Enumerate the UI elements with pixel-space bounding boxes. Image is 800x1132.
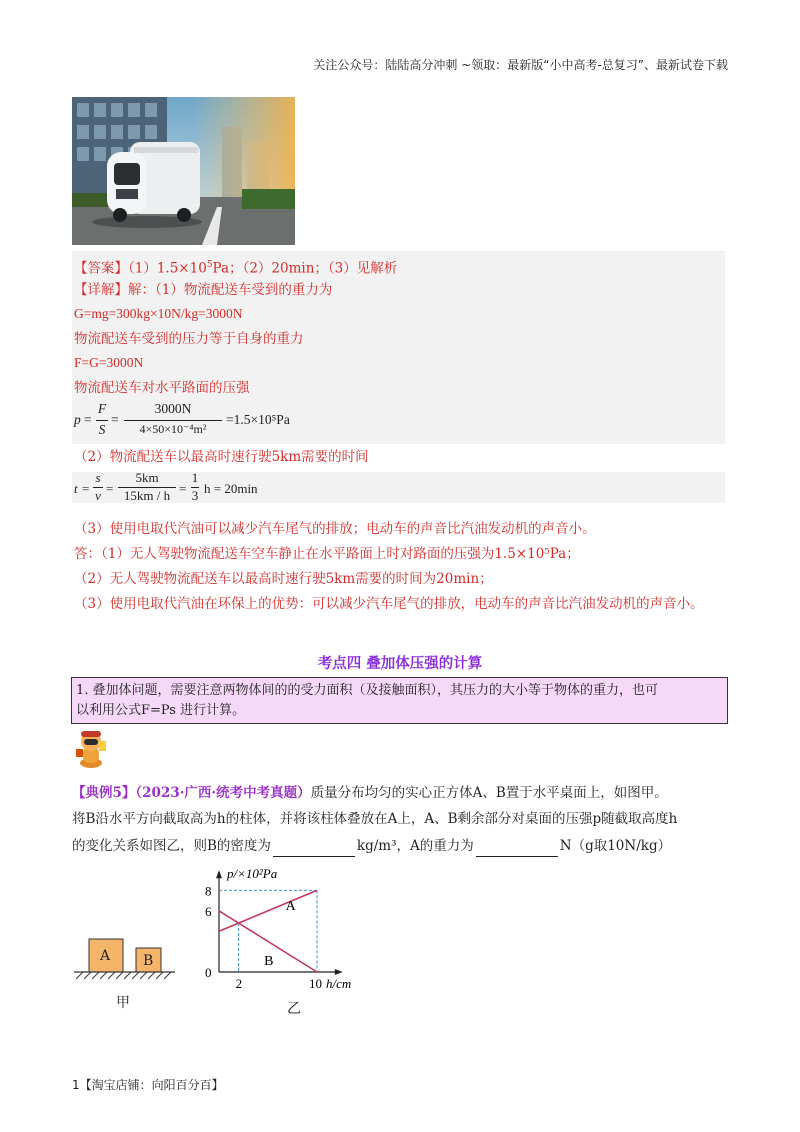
example-line-2: 将B沿水平方向截取高为h的柱体，并将该柱体叠放在A上，A、B剩余部分对桌面的压强p随截取高度h [72,811,678,827]
conclusion-3: （3）使用电取代汽油在环保上的优势：可以减少汽车尾气的排放，电动车的声音比汽油发动机的声音小。 [74,596,704,612]
section-title: 考点四 叠加体压强的计算 [317,655,483,672]
series-label-b: B [264,953,274,969]
figure-jia [72,935,187,1015]
y-tick-6: 6 [205,903,212,919]
x-axis-arrow [335,969,343,975]
footer-shop: 1【淘宝店铺：向阳百分百】 [72,1078,224,1092]
delivery-vehicle-photo [72,97,295,245]
answer-summary: 【答案】$(1)1.5\times 10^5Pa$；（2）20min；（3）见解析 [74,260,398,277]
figure-yi-caption: 乙 [287,1001,301,1017]
part3-text: （3）使用电取代汽油可以减少汽车尾气的排放；电动车的声音比汽油发动机的声音小。 [74,521,596,537]
conclusion-1: 答：（1）无人驾驶物流配送车空车静止在水平路面上时对路面的压强为1.5×10⁵Pa； [74,546,580,562]
header-note: 关注公众号：陆陆高分冲刺 ~领取：最新版“小中高考-总复习”、最新试卷下载 [313,58,728,72]
answer-blank-1[interactable] [273,842,355,857]
example-line-1: 【典例5】（2023·广西·统考中考真题）质量分布均匀的实心正方体A、B置于水平桌面上，如图甲。 [72,785,668,801]
y-axis-arrow [216,870,222,878]
mascot-icon [74,727,108,769]
y-tick-8: 8 [205,883,212,899]
figure-yi [195,862,395,1022]
tip-line-2: 以利用公式F=Ps 进行计算。 [76,703,246,718]
conclusion-2: （2）无人驾驶物流配送车以最高时速行驶5km需要的时间为20min； [74,571,493,587]
time-formula: t = s v = 5km 15km / h = 1 3 h = 20min [74,470,258,503]
tip-box [71,677,728,724]
pressure-note: 物流配送车受到的压力等于自身的重力 [74,331,304,347]
y-axis-label: p/×10²Pa [227,866,278,882]
part2-text: （2）物流配送车以最高时速行驶5km需要的时间 [74,449,369,465]
force-formula: F=G=3000N [74,355,144,370]
detail-heading: 【详解】解：（1）物流配送车受到的重力为 [74,282,333,298]
figure-jia-caption: 甲 [116,995,130,1011]
x-axis-label: h/cm [326,976,352,991]
pressure-title: 物流配送车对水平路面的压强 [74,380,250,396]
gravity-formula: G=mg=300kg×10N/kg=3000N [74,306,243,321]
series-label-a: A [285,898,296,914]
block-b-label: B [143,953,154,969]
y-tick-0: 0 [205,965,212,980]
pressure-formula: p = F S = 3000N 4×50×10⁻⁴m² =1.5×10⁵Pa [74,401,290,437]
x-tick-2: 2 [235,976,243,991]
example-line-3: 的变化关系如图乙，则B的密度为 kg/m³，A的重力为 N（g取10N/kg） [72,835,671,857]
x-tick-10: 10 [309,976,322,991]
answer-blank-2[interactable] [476,842,558,857]
tip-line-1: 1. 叠加体问题，需要注意两物体间的的受力面积（及接触面积），其压力的大小等于物体的重力，也可 [76,683,659,698]
series-line-a [219,890,317,931]
block-a-label: A [100,948,111,964]
